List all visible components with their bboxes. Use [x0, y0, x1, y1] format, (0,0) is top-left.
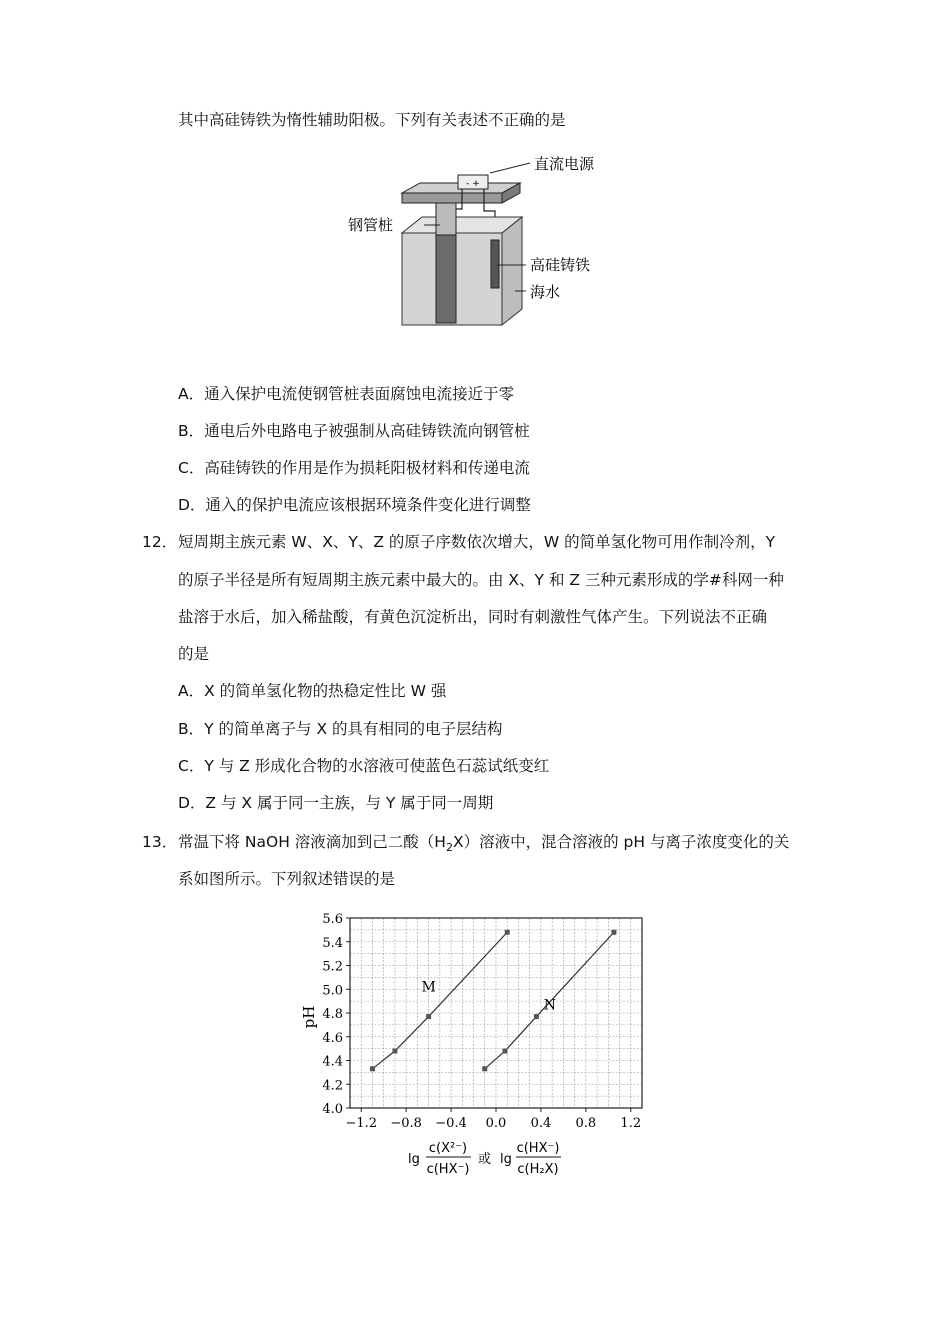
silicon-iron-anode — [491, 240, 499, 288]
q13-stem-part-b: X）溶液中，混合溶液的 pH 与离子浓度变化的关 — [452, 833, 790, 851]
y-tick-label: 5.2 — [322, 959, 343, 975]
q12-option-d: D．Z 与 X 属于同一主族，与 Y 属于同一周期 — [178, 794, 494, 812]
q13-stem-line-2: 系如图所示。下列叙述错误的是 — [178, 870, 396, 888]
x-label-or: 或 — [478, 1152, 492, 1167]
x-label-lg-2: lg — [500, 1152, 512, 1167]
label-anode: 高硅铸铁 — [530, 256, 591, 274]
q11-intro: 其中高硅铸铁为惰性辅助阳极。下列有关表述不正确的是 — [178, 111, 566, 129]
data-point-n — [482, 1066, 487, 1071]
q12-stem-line-2: 的原子半径是所有短周期主族元素中最大的。由 X、Y 和 Z 三种元素形成的学#科网一种 — [178, 571, 784, 589]
electrolysis-diagram — [340, 145, 660, 345]
q11-option-d: D．通入的保护电流应该根据环境条件变化进行调整 — [178, 496, 531, 514]
x-tick-label: −0.8 — [390, 1116, 422, 1131]
label-power: 直流电源 — [534, 155, 595, 173]
q11-option-a: A．通入保护电流使钢管桩表面腐蚀电流接近于零 — [178, 385, 515, 403]
label-seawater: 海水 — [530, 283, 561, 301]
x-label-lg-1: lg — [408, 1152, 420, 1167]
battery-sign: - + — [466, 179, 480, 189]
x-tick-label: −0.4 — [435, 1116, 467, 1131]
y-axis-label: pH — [300, 1005, 318, 1029]
y-tick-label: 5.4 — [322, 935, 343, 951]
data-point-m — [505, 930, 510, 935]
y-tick-label: 5.0 — [322, 983, 343, 999]
q13-number: 13． — [142, 833, 178, 851]
q12-option-b: B．Y 的简单离子与 X 的具有相同的电子层结构 — [178, 720, 503, 738]
q11-option-c: C．高硅铸铁的作用是作为损耗阳极材料和传递电流 — [178, 459, 530, 477]
data-point-m — [392, 1049, 397, 1054]
x-tick-label: 0.4 — [530, 1116, 552, 1131]
series-label-n: N — [543, 997, 557, 1014]
label-pile: 钢管桩 — [348, 216, 394, 234]
y-tick-label: 4.2 — [322, 1078, 343, 1094]
q12-stem-line-4: 的是 — [178, 645, 210, 663]
q13-stem-subscript: 2 — [445, 841, 453, 855]
q11-option-b: B．通电后外电路电子被强制从高硅铸铁流向钢管桩 — [178, 422, 530, 440]
q12-stem-line-1: 短周期主族元素 W、X、Y、Z 的原子序数依次增大，W 的简单氢化物可用作制冷剂，Y — [178, 533, 776, 551]
x-label-den-2: c(H₂X) — [517, 1162, 559, 1177]
x-tick-label: 0.8 — [575, 1116, 597, 1131]
x-label-den-1: c(HX⁻) — [426, 1162, 470, 1177]
x-tick-label: 0.0 — [485, 1116, 507, 1131]
data-point-m — [426, 1014, 431, 1019]
q13-stem-part-a: 常温下将 NaOH 溶液滴加到己二酸（H — [178, 833, 446, 851]
y-tick-label: 4.6 — [322, 1030, 343, 1046]
series-label-m: M — [421, 979, 436, 996]
data-point-m — [370, 1066, 375, 1071]
y-tick-label: 4.4 — [322, 1054, 343, 1070]
x-label-num-1: c(X²⁻) — [428, 1141, 468, 1156]
y-tick-label: 4.0 — [322, 1102, 343, 1117]
q12-option-c: C．Y 与 Z 形成化合物的水溶液可使蓝色石蕊试纸变红 — [178, 757, 550, 775]
x-axis-label — [408, 1141, 561, 1177]
data-point-n — [534, 1014, 539, 1019]
q13-stem-line-1 — [178, 832, 789, 858]
x-label-num-2: c(HX⁻) — [516, 1141, 560, 1156]
x-tick-label: 1.2 — [620, 1116, 642, 1131]
q12-stem-line-3: 盐溶于水后，加入稀盐酸，有黄色沉淀析出，同时有刺激性气体产生。下列说法不正确 — [178, 608, 768, 626]
q12-number: 12． — [142, 533, 178, 551]
x-tick-label: −1.2 — [345, 1116, 378, 1131]
y-tick-label: 4.8 — [322, 1007, 343, 1022]
ph-chart — [280, 905, 680, 1190]
y-tick-label: 5.6 — [322, 912, 343, 927]
data-point-n — [611, 930, 616, 935]
q12-option-a: A．X 的简单氢化物的热稳定性比 W 强 — [178, 682, 447, 700]
data-point-n — [502, 1049, 507, 1054]
